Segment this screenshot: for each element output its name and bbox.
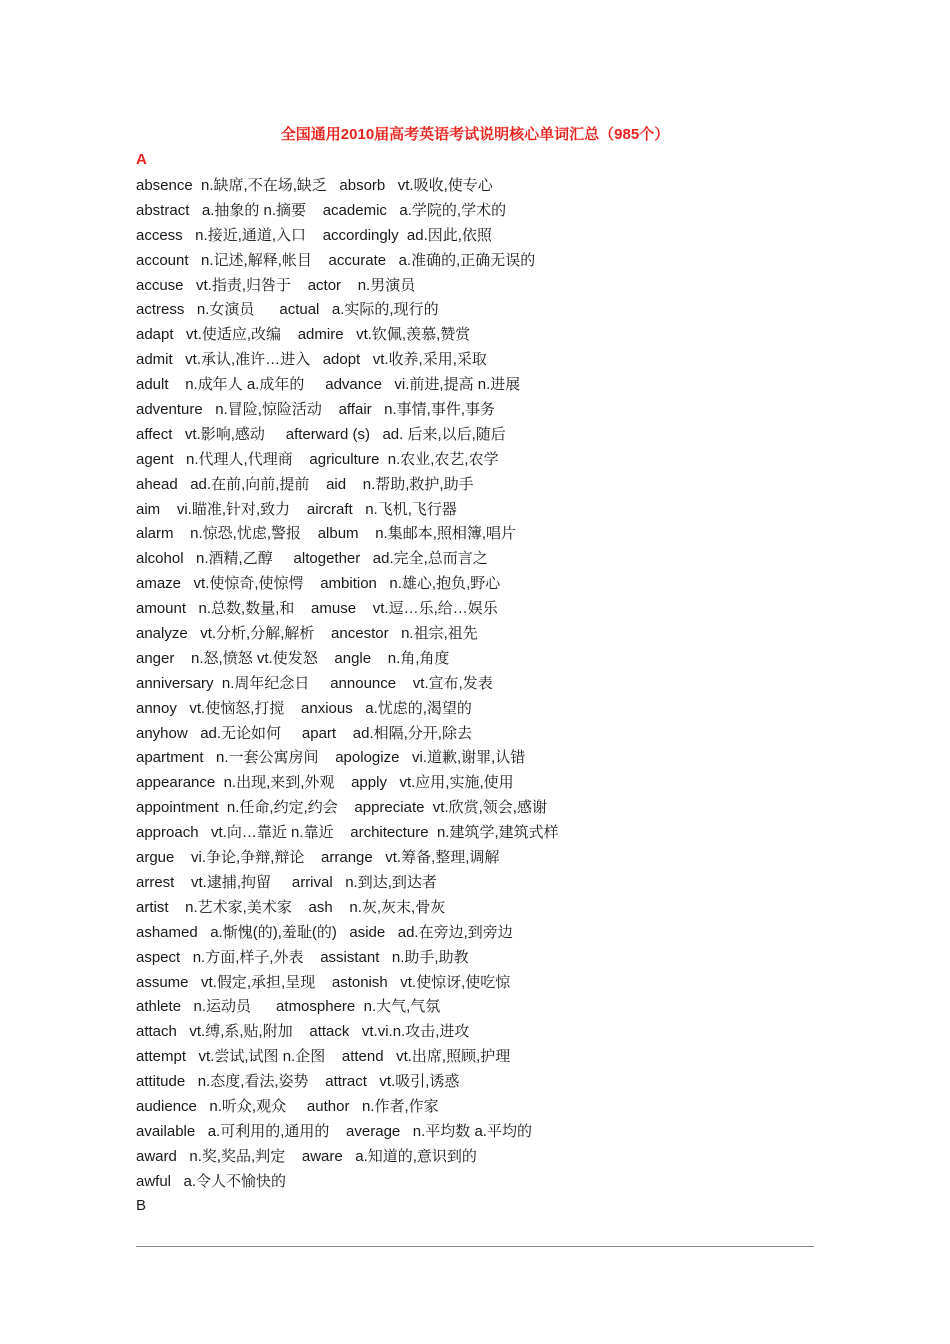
vocabulary-entry: ahead ad.在前,向前,提前 aid n.帮助,救护,助手 xyxy=(136,475,474,493)
vocabulary-entry: anger n.怒,愤怒 vt.使发怒 angle n.角,角度 xyxy=(136,649,450,667)
vocabulary-entry: audience n.听众,观众 author n.作者,作家 xyxy=(136,1097,439,1115)
vocabulary-entry: aspect n.方面,样子,外表 assistant n.助手,助教 xyxy=(136,948,469,966)
vocabulary-entry: apartment n.一套公寓房间 apologize vi.道歉,谢罪,认错 xyxy=(136,749,526,767)
vocabulary-entry: actress n.女演员 actual a.实际的,现行的 xyxy=(136,301,439,319)
vocabulary-entry: ashamed a.惭愧(的),羞耻(的) aside ad.在旁边,到旁边 xyxy=(136,923,513,941)
vocabulary-entry: attitude n.态度,看法,姿势 attract vt.吸引,诱惑 xyxy=(136,1073,460,1091)
vocabulary-entry: aim vi.瞄准,针对,致力 aircraft n.飞机,飞行器 xyxy=(136,500,457,518)
vocabulary-entry: analyze vt.分析,分解,解析 ancestor n.祖宗,祖先 xyxy=(136,625,478,643)
vocabulary-entry: adventure n.冒险,惊险活动 affair n.事情,事件,事务 xyxy=(136,401,495,419)
vocabulary-entry: available a.可利用的,通用的 average n.平均数 a.平均的 xyxy=(136,1122,532,1140)
vocabulary-entry: arrest vt.逮捕,拘留 arrival n.到达,到达者 xyxy=(136,873,437,891)
vocabulary-entry: assume vt.假定,承担,呈现 astonish vt.使惊讶,使吃惊 xyxy=(136,973,511,991)
vocabulary-entry: alarm n.惊恐,忧虑,警报 album n.集邮本,照相簿,唱片 xyxy=(136,525,517,543)
vocabulary-entry: annoy vt.使恼怒,打搅 anxious a.忧虑的,渴望的 xyxy=(136,699,472,717)
vocabulary-list xyxy=(136,175,836,1196)
vocabulary-entry: attach vt.缚,系,贴,附加 attack vt.vi.n.攻击,进攻 xyxy=(136,1023,470,1041)
vocabulary-entry: access n.接近,通道,入口 accordingly ad.因此,依照 xyxy=(136,226,492,244)
vocabulary-entry: absence n.缺席,不在场,缺乏 absorb vt.吸收,使专心 xyxy=(136,177,493,194)
vocabulary-entry: adult n.成年人 a.成年的 advance vi.前进,提高 n.进展 xyxy=(136,376,521,394)
vocabulary-entry: appearance n.出现,来到,外观 apply vt.应用,实施,使用 xyxy=(136,774,514,792)
vocabulary-entry: amount n.总数,数量,和 amuse vt.逗…乐,给…娱乐 xyxy=(136,600,498,618)
vocabulary-entry: athlete n.运动员 atmosphere n.大气,气氛 xyxy=(136,998,441,1016)
vocabulary-entry: accuse vt.指责,归咎于 actor n.男演员 xyxy=(136,276,416,294)
vocabulary-entry: anniversary n.周年纪念日 announce vt.宣布,发表 xyxy=(136,674,493,692)
vocabulary-entry: affect vt.影响,感动 afterward (s) ad. 后来,以后,随后 xyxy=(136,425,506,443)
vocabulary-entry: admit vt.承认,准许…进入 adopt vt.收养,采用,采取 xyxy=(136,351,487,369)
vocabulary-entry: approach vt.向…靠近 n.靠近 architecture n.建筑学,建筑式样 xyxy=(136,824,559,842)
vocabulary-entry: alcohol n.酒精,乙醇 altogether ad.完全,总而言之 xyxy=(136,550,488,568)
vocabulary-entry: account n.记述,解释,帐目 accurate a.准确的,正确无误的 xyxy=(136,251,536,269)
vocabulary-entry: artist n.艺术家,美术家 ash n.灰,灰末,骨灰 xyxy=(136,898,446,916)
document-title: 全国通用2010届高考英语考试说明核心单词汇总（985个） xyxy=(280,126,670,143)
footer-divider xyxy=(136,1246,814,1247)
vocabulary-entry: argue vi.争论,争辩,辩论 arrange vt.筹备,整理,调解 xyxy=(136,849,500,867)
section-letter-a: A xyxy=(136,151,147,168)
vocabulary-entry: agent n.代理人,代理商 agriculture n.农业,农艺,农学 xyxy=(136,450,499,468)
vocabulary-entry: award n.奖,奖品,判定 aware a.知道的,意识到的 xyxy=(136,1147,477,1165)
section-letter-b: B xyxy=(136,1197,147,1214)
vocabulary-entry: awful a.令人不愉快的 xyxy=(136,1172,287,1190)
vocabulary-entry: amaze vt.使惊奇,使惊愕 ambition n.雄心,抱负,野心 xyxy=(136,575,501,593)
vocabulary-entry: attempt vt.尝试,试图 n.企图 attend vt.出席,照顾,护理 xyxy=(136,1048,511,1066)
vocabulary-entry: anyhow ad.无论如何 apart ad.相隔,分开,除去 xyxy=(136,724,472,742)
vocabulary-entry: abstract a.抽象的 n.摘要 academic a.学院的,学术的 xyxy=(136,201,507,219)
vocabulary-entry: appointment n.任命,约定,约会 appreciate vt.欣赏,领会,感谢 xyxy=(136,799,547,817)
vocabulary-entry: adapt vt.使适应,改编 admire vt.钦佩,羡慕,赞赏 xyxy=(136,326,471,344)
